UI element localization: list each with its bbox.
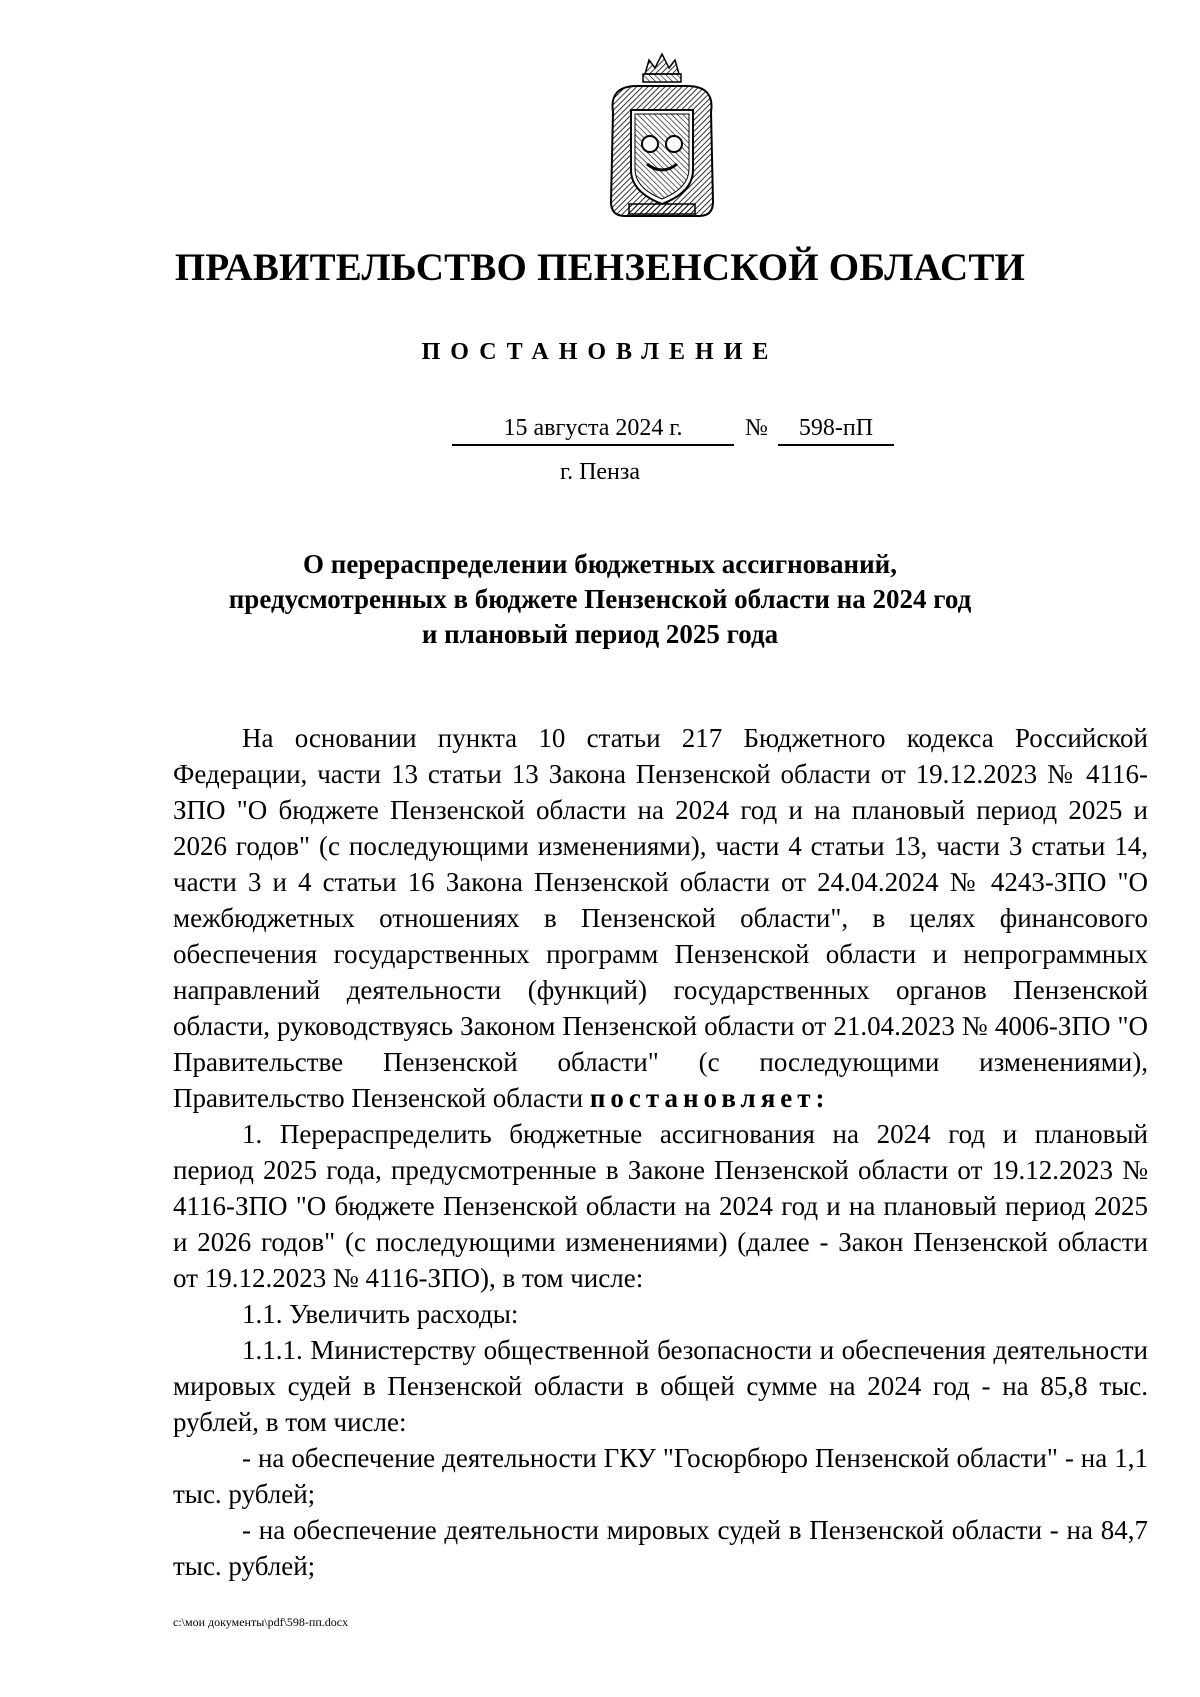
- paragraph-1: 1. Перераспределить бюджетные ассигнования на 2024 год и плановый период 2025 года, предусмотренные в Законе Пензенской области от 19.12.2023 № 4116-ЗПО "О бюджете Пензенской области на 2024 год и на плановый период 2025 и 2026 годов" (с последующими изменениями) (далее - Закон Пензенской области от 19.12.2023 № 4116-ЗПО), в том числе:: [173, 1119, 1148, 1293]
- coat-of-arms-icon: [603, 52, 721, 222]
- document-number: 598-пП: [778, 414, 894, 446]
- document-type: ПОСТАНОВЛЕНИЕ: [421, 339, 779, 365]
- number-sign: №: [745, 415, 768, 441]
- paragraph-preamble: [173, 720, 1148, 1116]
- heading-line-1: О перераспределении бюджетных ассигнований,: [303, 549, 897, 579]
- document-heading: [200, 547, 1000, 652]
- heading-line-2: предусмотренных в бюджете Пензенской области на 2024 год: [228, 584, 972, 614]
- resolves-keyword: постановляет:: [589, 1083, 830, 1113]
- city: г. Пенза: [559, 459, 641, 485]
- heading-line-3: и плановый период 2025 года: [421, 619, 779, 649]
- paragraph-1-1: 1.1. Увеличить расходы:: [242, 1299, 519, 1329]
- preamble-text: На основании пункта 10 статьи 217 Бюджетного кодекса Российской Федерации, части 13 статьи 13 Закона Пензенской области от 19.12.2023 № 4116-ЗПО "О бюджете Пензенской области на 2024 год и на плановый период 2025 и 2026 годов" (с последующими изменениями), части 4 статьи 13, части 3 статьи 14, части 3 и 4 статьи 16 Закона Пензенской области от 24.04.2024 № 4243-ЗПО "О межбюджетных отношениях в Пензенской области", в целях финансового обеспечения государственных программ Пензенской области и непрограммных направлений деятельности (функций) государственных органов Пензенской области, руководствуясь Законом Пензенской области от 21.04.2023 № 4006-ЗПО "О Правительстве Пензенской области" (с последующими изменениями), Правительство Пензенской области: [173, 723, 1148, 1113]
- paragraph-item-2: - на обеспечение деятельности мировых судей в Пензенской области - на 84,7 тыс. рублей;: [173, 1515, 1148, 1581]
- organization-title: ПРАВИТЕЛЬСТВО ПЕНЗЕНСКОЙ ОБЛАСТИ: [174, 246, 1026, 289]
- paragraph-item-1: - на обеспечение деятельности ГКУ "Госюрбюро Пензенской области" - на 1,1 тыс. рублей;: [173, 1443, 1148, 1509]
- file-path-footer: c:\мои документы\pdf\598-пп.docx: [173, 1615, 349, 1629]
- document-body: [173, 720, 1148, 1584]
- document-date: 15 августа 2024 г.: [452, 414, 734, 446]
- paragraph-1-1-1: 1.1.1. Министерству общественной безопасности и обеспечения деятельности мировых судей в Пензенской области в общей сумме на 2024 год - на 85,8 тыс. рублей, в том числе:: [173, 1335, 1148, 1437]
